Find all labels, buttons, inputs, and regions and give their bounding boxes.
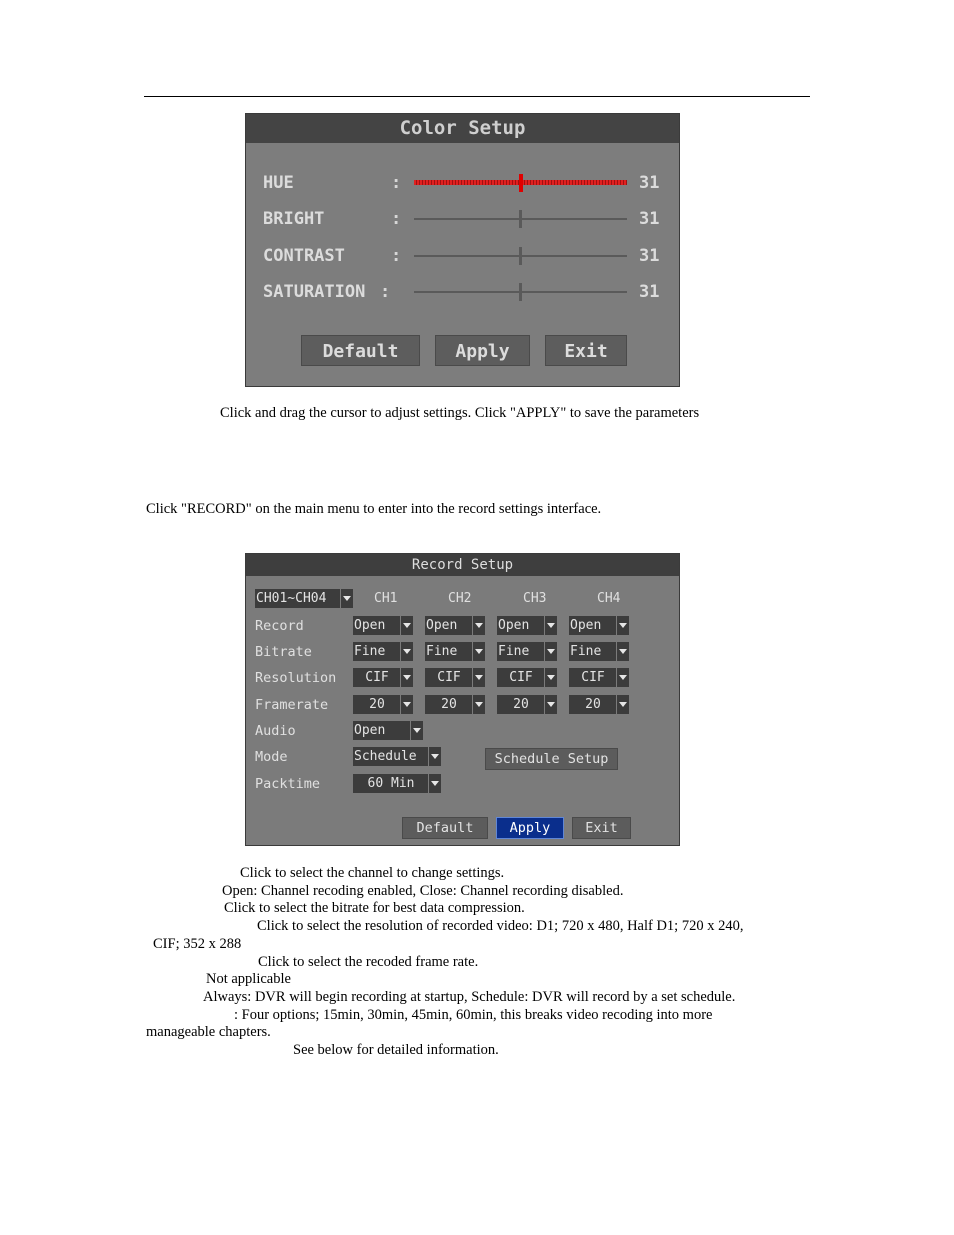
chevron-down-icon [410, 721, 423, 740]
bitrate-ch2-value: Fine [426, 644, 458, 659]
bright-colon: : [391, 209, 402, 229]
color-setup-title: Color Setup [246, 114, 679, 143]
hue-row [246, 171, 679, 195]
packtime-label: Packtime [255, 776, 321, 792]
desc-record: Open: Channel recoding enabled, Close: Channel recording disabled. [222, 883, 624, 899]
chevron-down-icon [544, 616, 557, 635]
record-apply-button[interactable]: Apply [496, 817, 564, 839]
saturation-colon: : [380, 282, 391, 302]
record-ch3-value: Open [498, 618, 530, 633]
color-exit-button[interactable]: Exit [545, 335, 627, 366]
channel-header-3: CH3 [523, 591, 547, 606]
resolution-ch2-value: CIF [437, 670, 461, 685]
channel-select-value: CH01~CH04 [256, 591, 327, 606]
chevron-down-icon [544, 668, 557, 687]
bitrate-ch4-value: Fine [570, 644, 602, 659]
header-rule [144, 96, 810, 97]
resolution-ch3-dropdown[interactable] [497, 668, 557, 687]
contrast-value: 31 [639, 246, 660, 266]
record-label: Record [255, 618, 304, 634]
desc-resolution: Click to select the resolution of recorded video: D1; 720 x 480, Half D1; 720 x 240, [257, 918, 744, 934]
chevron-down-icon [544, 642, 557, 661]
color-default-button[interactable]: Default [301, 335, 420, 366]
desc-packtime-cont: manageable chapters. [146, 1024, 271, 1040]
resolution-label: Resolution [255, 670, 337, 686]
desc-channel: Click to select the channel to change settings. [240, 865, 505, 881]
mode-dropdown[interactable] [353, 747, 441, 766]
packtime-dropdown[interactable] [353, 774, 441, 793]
chevron-down-icon [400, 695, 413, 714]
record-setup-panel [245, 553, 680, 846]
bright-row [246, 207, 679, 231]
chevron-down-icon [400, 642, 413, 661]
channel-header-2: CH2 [448, 591, 472, 606]
framerate-ch4-value: 20 [585, 697, 601, 712]
chevron-down-icon [616, 668, 629, 687]
contrast-label: CONTRAST [263, 246, 345, 266]
bitrate-ch2-dropdown[interactable] [425, 642, 485, 661]
record-intro: Click "RECORD" on the main menu to enter into the record settings interface. [146, 501, 602, 517]
packtime-value: 60 Min [367, 776, 415, 791]
record-ch4-value: Open [570, 618, 602, 633]
chevron-down-icon [428, 747, 441, 766]
saturation-row [246, 280, 679, 304]
bright-slider-thumb[interactable] [519, 210, 522, 228]
chevron-down-icon [616, 616, 629, 635]
record-ch2-dropdown[interactable] [425, 616, 485, 635]
audio-dropdown[interactable] [353, 721, 423, 740]
chevron-down-icon [616, 695, 629, 714]
record-ch1-dropdown[interactable] [353, 616, 413, 635]
resolution-ch3-value: CIF [509, 670, 533, 685]
resolution-ch4-value: CIF [581, 670, 605, 685]
saturation-slider-thumb[interactable] [519, 283, 522, 301]
record-ch2-value: Open [426, 618, 458, 633]
record-default-button[interactable]: Default [402, 817, 488, 839]
hue-label: HUE [263, 173, 294, 193]
desc-packtime: : Four options; 15min, 30min, 45min, 60min, this breaks video recoding into more [234, 1007, 713, 1023]
resolution-ch2-dropdown[interactable] [425, 668, 485, 687]
resolution-ch1-dropdown[interactable] [353, 668, 413, 687]
bitrate-ch1-value: Fine [354, 644, 386, 659]
hue-slider-thumb[interactable] [519, 174, 523, 192]
record-exit-button[interactable]: Exit [572, 817, 631, 839]
desc-resolution-cont: CIF; 352 x 288 [153, 936, 242, 952]
framerate-ch3-dropdown[interactable] [497, 695, 557, 714]
desc-audio: Not applicable [206, 971, 291, 987]
framerate-ch2-value: 20 [441, 697, 457, 712]
channel-select-dropdown[interactable] [255, 589, 353, 608]
bitrate-ch1-dropdown[interactable] [353, 642, 413, 661]
contrast-colon: : [391, 246, 402, 266]
resolution-ch4-dropdown[interactable] [569, 668, 629, 687]
framerate-ch1-dropdown[interactable] [353, 695, 413, 714]
chevron-down-icon [428, 774, 441, 793]
framerate-ch3-value: 20 [513, 697, 529, 712]
mode-label: Mode [255, 749, 288, 765]
record-ch4-dropdown[interactable] [569, 616, 629, 635]
desc-bitrate: Click to select the bitrate for best data compression. [224, 900, 525, 916]
bitrate-ch4-dropdown[interactable] [569, 642, 629, 661]
audio-label: Audio [255, 723, 296, 739]
bright-label: BRIGHT [263, 209, 325, 229]
color-setup-panel [245, 113, 680, 387]
mode-value: Schedule [354, 749, 417, 764]
desc-framerate: Click to select the recoded frame rate. [258, 954, 479, 970]
chevron-down-icon [472, 695, 485, 714]
record-ch1-value: Open [354, 618, 386, 633]
chevron-down-icon [616, 642, 629, 661]
schedule-setup-button[interactable]: Schedule Setup [485, 748, 618, 770]
bitrate-ch3-dropdown[interactable] [497, 642, 557, 661]
resolution-ch1-value: CIF [365, 670, 389, 685]
channel-header-1: CH1 [374, 591, 398, 606]
framerate-ch1-value: 20 [369, 697, 385, 712]
chevron-down-icon [472, 616, 485, 635]
bright-value: 31 [639, 209, 660, 229]
channel-header-4: CH4 [597, 591, 621, 606]
chevron-down-icon [400, 668, 413, 687]
color-caption: Click and drag the cursor to adjust settings. Click "APPLY" to save the parameters [220, 405, 700, 421]
framerate-label: Framerate [255, 697, 329, 713]
chevron-down-icon [472, 642, 485, 661]
bitrate-label: Bitrate [255, 644, 312, 660]
color-apply-button[interactable]: Apply [435, 335, 530, 366]
chevron-down-icon [400, 616, 413, 635]
desc-schedule: See below for detailed information. [293, 1042, 499, 1058]
audio-value: Open [354, 723, 386, 738]
chevron-down-icon [544, 695, 557, 714]
contrast-row [246, 244, 679, 268]
framerate-ch4-dropdown[interactable] [569, 695, 629, 714]
hue-value: 31 [639, 173, 660, 193]
saturation-label: SATURATION [263, 282, 366, 302]
bitrate-ch3-value: Fine [498, 644, 530, 659]
record-setup-title: Record Setup [246, 554, 679, 576]
contrast-slider-thumb[interactable] [519, 247, 522, 265]
saturation-value: 31 [639, 282, 660, 302]
framerate-ch2-dropdown[interactable] [425, 695, 485, 714]
hue-colon: : [391, 173, 402, 193]
chevron-down-icon [340, 589, 353, 608]
desc-mode: Always: DVR will begin recording at startup, Schedule: DVR will record by a set schedule. [203, 989, 736, 1005]
record-ch3-dropdown[interactable] [497, 616, 557, 635]
chevron-down-icon [472, 668, 485, 687]
